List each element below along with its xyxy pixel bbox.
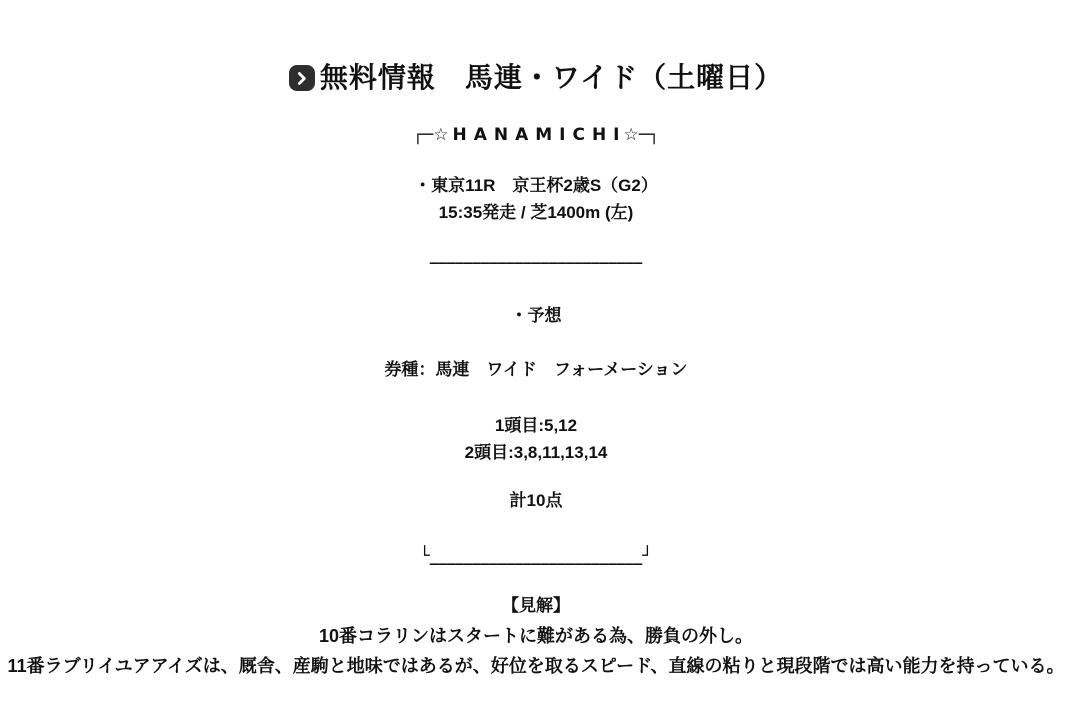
divider-bottom-left-corner: └ bbox=[419, 546, 430, 566]
opinion-body bbox=[0, 621, 1072, 681]
formation-block bbox=[0, 412, 1072, 466]
race-title-line: ・東京11R 京王杯2歳S（G2） bbox=[414, 176, 658, 195]
brand-banner bbox=[0, 124, 1072, 146]
total-points: 計10点 bbox=[509, 491, 563, 510]
prediction-section-label: ・予想 bbox=[510, 306, 562, 325]
opinion-line-1: 10番コラリンはスタートに難がある為、勝負の外し。 bbox=[318, 626, 754, 646]
page-title: 無料情報 馬連・ワイド（土曜日） bbox=[319, 62, 784, 93]
brand-frame-right: ☆─┐ bbox=[623, 125, 660, 145]
divider-bottom-right-corner: ┘ bbox=[642, 546, 653, 566]
divider-bottom bbox=[0, 544, 1072, 568]
divider-bottom-line: _________________________ bbox=[429, 546, 643, 566]
opinion-line-2: 11番ラブリイユアアイズは、厩舎、産駒と地味ではあるが、好位を取るスピード、直線の粘りと現段階では高い能力を持っている。 bbox=[7, 656, 1065, 676]
formation-row-1: 1頭目:5,12 bbox=[494, 416, 578, 435]
page-title-row bbox=[0, 61, 1072, 95]
opinion-header: 【見解】 bbox=[502, 596, 570, 615]
divider-top: _________________________ bbox=[429, 245, 643, 265]
race-detail-line: 15:35発走 / 芝1400m (左) bbox=[438, 203, 634, 222]
brand-frame-left: ┌─☆ bbox=[412, 125, 449, 145]
brand-name: HANAMICHI bbox=[452, 125, 627, 145]
bet-type-line: 券種：馬連 ワイド フォーメーション bbox=[384, 360, 688, 379]
race-info bbox=[0, 172, 1072, 226]
chevron-right-icon bbox=[289, 65, 315, 91]
formation-row-2: 2頭目:3,8,11,13,14 bbox=[464, 443, 608, 462]
